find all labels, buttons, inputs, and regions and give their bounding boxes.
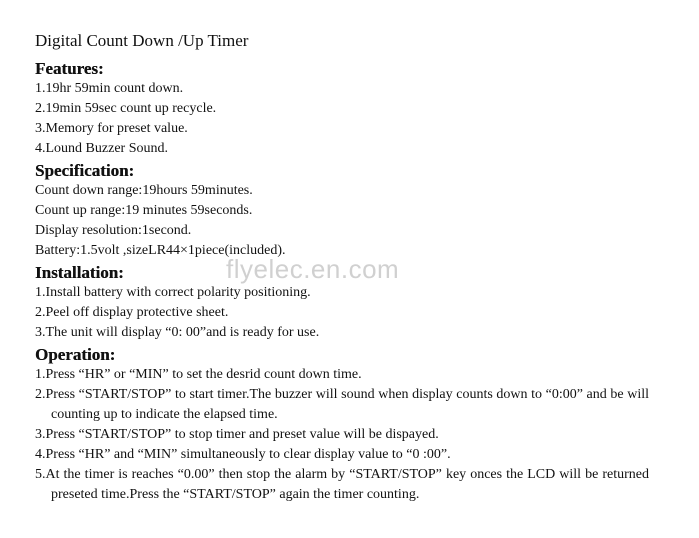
specification-heading: Specification: (35, 161, 135, 180)
features-item: 2.19min 59sec count up recycle. (35, 101, 217, 116)
specification-item: Count up range:19 minutes 59seconds. (35, 203, 253, 218)
specification-item: Count down range:19hours 59minutes. (35, 183, 253, 198)
operation-item: 2.Press “START/STOP” to start timer.The buzzer will sound when display counts down to “0:00” and be will counting up to indicate the elapsed time. (35, 387, 649, 422)
document-title: Digital Count Down /Up Timer (35, 31, 249, 50)
specification-item: Battery:1.5volt ,sizeLR44×1piece(included). (35, 243, 286, 258)
installation-item: 1.Install battery with correct polarity positioning. (35, 285, 311, 300)
operation-heading: Operation: (35, 345, 116, 364)
features-item: 3.Memory for preset value. (35, 121, 188, 136)
features-item: 1.19hr 59min count down. (35, 81, 184, 96)
specification-item: Display resolution:1second. (35, 223, 192, 238)
features-heading: Features: (35, 59, 104, 78)
operation-item: 5.At the timer is reaches “0.00” then stop the alarm by “START/STOP” key onces the LCD will be returned preseted time.Press the “START/STOP” again the timer counting. (35, 467, 649, 502)
operation-item: 3.Press “START/STOP” to stop timer and preset value will be dispayed. (35, 427, 439, 442)
operation-item: 1.Press “HR” or “MIN” to set the desrid count down time. (35, 367, 362, 382)
installation-item: 3.The unit will display “0: 00”and is ready for use. (35, 325, 320, 340)
watermark: flyelec.en.com (226, 254, 400, 284)
features-item: 4.Lound Buzzer Sound. (35, 141, 168, 156)
operation-section (35, 345, 649, 505)
installation-item: 2.Peel off display protective sheet. (35, 305, 229, 320)
specification-section (35, 161, 649, 261)
operation-item: 4.Press “HR” and “MIN” simultaneously to clear display value to “0 :00”. (35, 447, 451, 462)
installation-heading: Installation: (35, 263, 124, 282)
features-section (35, 59, 649, 159)
